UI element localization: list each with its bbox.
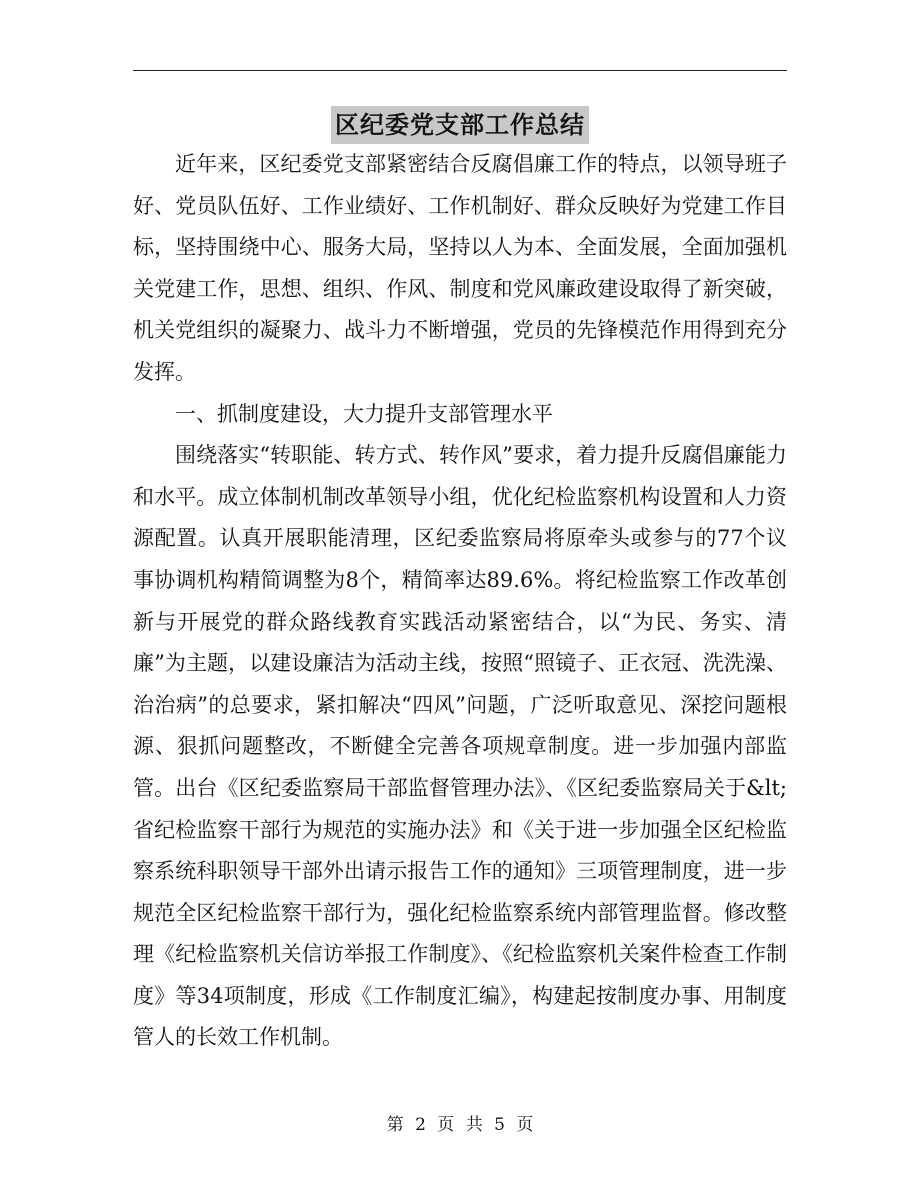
paragraph-section-1: 围绕落实“转职能、转方式、转作风”要求，着力提升反腐倡廉能力和水平。成立体制机制改革领导小组，优化纪检监察机构设置和人力资源配置。认真开展职能清理，区纪委监察局将原牵头或参与的77个议事协调机构精简调整为8个，精简率达89.6%。将纪检监察工作改革创新与开展党的群众路线教育实践活动紧密结合，以“为民、务实、清廉”为主题，以建设廉洁为活动主线，按照“照镜子、正衣冠、洗洗澡、治治病”的总要求，紧扣解决“四风”问题，广泛听取意见、深挖问题根源、狠抓问题整改，不断健全完善各项规章制度。进一步加强内部监管。出台《区纪委监察局干部监督管理办法》、《区纪委监察局关于&lt;省纪检监察干部行为规范的实施办法》和《关于进一步加强全区纪检监察系统科职领导干部外出请示报告工作的通知》三项管理制度，进一步规范全区纪检监察干部行为，强化纪检监察系统内部管理监督。修改整理《纪检监察机关信访举报工作制度》、《纪检监察机关案件检查工作制度》等34项制度，形成《工作制度汇编》，构建起按制度办事、用制度管人的长效工作机制。 xyxy=(133,443,787,1050)
paragraph-intro: 近年来，区纪委党支部紧密结合反腐倡廉工作的特点，以领导班子好、党员队伍好、工作业绩好、工作机制好、群众反映好为党建工作目标，坚持围绕中心、服务大局，坚持以人为本、全面发展，全面加强机关党建工作，思想、组织、作风、制度和党风廉政建设取得了新突破，机关党组织的凝聚力、战斗力不断增强，党员的先锋模范作用得到充分发挥。 xyxy=(133,152,787,384)
page-number: 第 2 页 共 5 页 xyxy=(386,1115,534,1135)
document-body xyxy=(133,144,787,1059)
header-rule xyxy=(133,70,787,71)
document-title: 区纪委党支部工作总结 xyxy=(331,106,589,144)
section-heading-1: 一、抓制度建设，大力提升支部管理水平 xyxy=(175,401,553,426)
title-container xyxy=(0,106,920,144)
